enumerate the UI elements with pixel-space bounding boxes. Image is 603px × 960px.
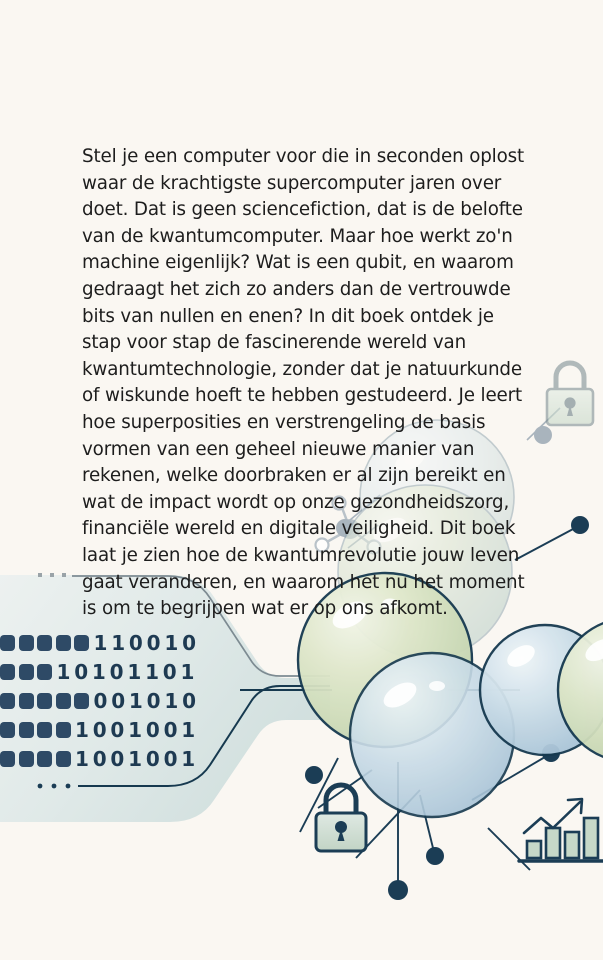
binary-square — [37, 635, 52, 651]
binary-digits: 1001001 — [75, 717, 200, 742]
binary-square — [56, 722, 71, 738]
binary-row — [0, 628, 200, 657]
book-blurb-text: Stel je een computer voor die in seconden oplost waar de krachtigste supercomputer jaren over doet. Dat is geen sciencefiction, dat is de belofte van de kwantumcomputer. Maar hoe werkt zo'n machine eigenlijk? Wat is een qubit, en waarom gedraagt het zich zo anders dan de vertrouwde bits van nullen en enen? In dit boek ontdek je stap voor stap de fascinerende wereld van kwantumtechnologie, zonder dat je natuurkunde of wiskunde hoeft te hebben gestudeerd. Je leert hoe superposities en verstrengeling de basis vormen van een geheel nieuwe manier van rekenen, welke doorbraken er al zijn bereikt en wat de impact wordt op onze gezondheidszorg, financiële wereld en digitale veiligheid. Dit boek laat je zien hoe de kwantumrevolutie jouw leven gaat veranderen, en waarom het nu het moment is om te begrijpen wat er op ons afkomt. — [82, 146, 531, 620]
binary-square — [37, 664, 52, 680]
binary-row — [0, 686, 200, 715]
binary-square — [37, 751, 52, 767]
binary-digits: 110010 — [93, 630, 200, 655]
binary-square — [37, 693, 52, 709]
binary-digits: 1001001 — [75, 746, 200, 771]
binary-square — [0, 693, 15, 709]
binary-square — [56, 693, 71, 709]
binary-square — [19, 722, 34, 738]
binary-square — [0, 664, 15, 680]
binary-square — [56, 635, 71, 651]
binary-square — [19, 693, 34, 709]
binary-square — [56, 751, 71, 767]
binary-code-block — [0, 628, 200, 773]
binary-square — [19, 664, 34, 680]
binary-square — [19, 751, 34, 767]
binary-square — [0, 635, 15, 651]
binary-square — [19, 635, 34, 651]
binary-row — [0, 715, 200, 744]
binary-row — [0, 744, 200, 773]
binary-digits: 10101101 — [56, 659, 199, 684]
binary-square — [0, 722, 15, 738]
binary-digits: 001010 — [93, 688, 200, 713]
binary-square — [74, 693, 89, 709]
binary-square — [0, 751, 15, 767]
binary-square — [74, 635, 89, 651]
binary-square — [37, 722, 52, 738]
binary-row — [0, 657, 200, 686]
